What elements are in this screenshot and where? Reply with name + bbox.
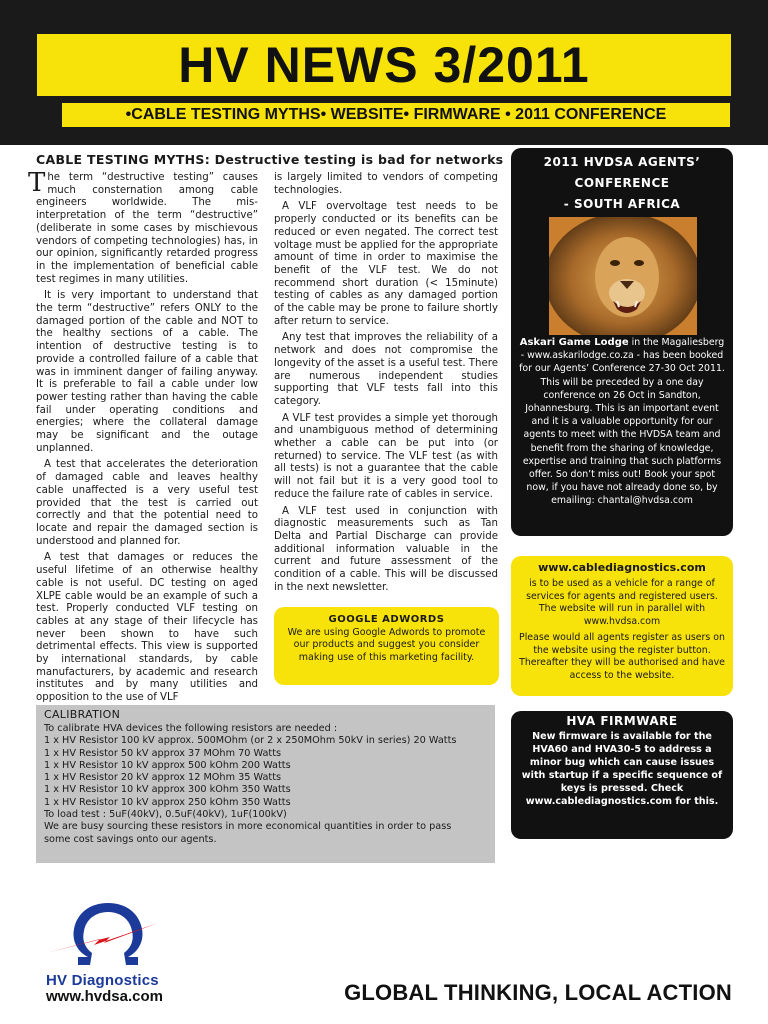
article-paragraph: A test that accelerates the deterioration of damaged cable and leaves healthy cable unaffected is a very useful test provided that the test is carried out correctly and that the potential need to locate and repair the damaged section is understood and planned for. <box>36 459 258 547</box>
article-column-1 <box>28 168 258 709</box>
article-paragraph: A VLF test provides a simple yet thorough and unambiguous method of determining whether a cable can be put into (or returned) to service. The VLF test (as with all tests) is not a guarantee that the cable will not fail but it is a very good tool to reduce the failure rate of cables in service. <box>274 412 498 500</box>
calibration-line: To calibrate HVA devices the following resistors are needed : <box>44 723 338 734</box>
google-adwords-text: We are using Google Adwords to promote our products and suggest you consider making use of this marketing facility. <box>287 627 486 663</box>
google-adwords-box <box>274 607 499 685</box>
calibration-list <box>44 723 489 846</box>
firmware-text: New firmware is available for the HVA60 and HVA30-5 to address a minor bug which can cause issues with startup if a specific sequence of keys is pressed. Check www.cablediagnostics.com for this. <box>521 731 723 807</box>
calibration-line: 1 x HV Resistor 20 kV approx 12 MOhm 35 Watts <box>44 772 282 784</box>
calibration-title: CALIBRATION <box>44 708 121 721</box>
article-paragraph <box>28 168 258 286</box>
website-url[interactable]: www.hvdsa.com <box>46 988 163 1005</box>
calibration-line: 1 x HV Resistor 100 kV approx. 500MOhm (or 2 x 250MOhm 50kV in series) 20 Watts <box>44 735 457 747</box>
article-paragraph: It is very important to understand that the term “destructive” refers ONLY to the damaged portion of the cable and NOT to the healthy sections of a cable. The intention of destructive testing is to provide a controlled failure of a cable that was in imminent danger of failing anyway. It is preferable to fail a cable under low power testing rather than having the cable fail under operating conditions and energies; where the collateral damage may be significant and the outage unplanned. <box>36 290 258 454</box>
drop-cap: T <box>28 168 46 198</box>
website-paragraph: Please would all agents register as users on the website using the register button. Thereafter they will be authorised and have access to the website. <box>519 632 725 681</box>
omega-lightning-logo-icon <box>38 895 178 977</box>
header-banner <box>0 0 768 145</box>
article-paragraph: A VLF test used in conjunction with diagnostic measurements such as Tan Delta and Partial Discharge can provide additional information valuable in the current and future assessment of the condition of a cable. This will be discussed in the next newsletter. <box>274 505 498 593</box>
calibration-line: 1 x HV Resistor 10 kV approx 300 kOhm 350 Watts <box>44 784 291 796</box>
lodge-name: Askari Game Lodge <box>519 337 629 348</box>
article-paragraph: A VLF overvoltage test needs to be properly conducted or its benefits can be reduced or even negated. The correct test voltage must be applied for the appropriate amount of time in order to maximise the benefit of the VLF test. We do not recommend short duration (< 15minute) testing of cables as any damaged portion of the cable may be prone to failure shortly after return to service. <box>274 201 498 327</box>
calibration-box <box>36 705 495 863</box>
conference-title-line: 2011 HVDSA AGENTS’ <box>543 155 701 169</box>
calibration-line: 1 x HV Resistor 10 kV approx 500 kOhm 200 Watts <box>44 759 291 771</box>
google-adwords-title: GOOGLE ADWORDS <box>328 614 445 625</box>
article-column-2 <box>274 172 498 599</box>
conference-box <box>511 148 733 536</box>
conference-details: in the Magaliesberg - www.askarilodge.co.za - has been booked for our Agents’ Conference 27-30 Oct 2011. This will be preceded by a one day conference on 26 Oct in Sandton, Johannesburg. This is an important event and it is a valuable opportunity for our agents to meet with the HVDSA team and benefit from the sharing of knowledge, expertise and training that such platforms offer. So don’t miss out! Book your spot now, if you have not already done so, by emailing: chantal@hvdsa.com <box>519 337 725 507</box>
website-paragraph: is to be used as a vehicle for a range of services for agents and registered users. The website will run in parallel with www.hvdsa.com <box>526 578 718 627</box>
website-box <box>511 556 733 696</box>
firmware-title: HVA FIRMWARE <box>566 714 678 728</box>
firmware-box <box>511 711 733 839</box>
website-link[interactable]: www.cablediagnostics.com <box>538 561 706 574</box>
topics-bar: •CABLE TESTING MYTHS• WEBSITE• FIRMWARE • 2011 CONFERENCE <box>62 103 730 127</box>
conference-title <box>511 152 733 215</box>
newsletter-title: HV NEWS 3/2011 <box>37 34 731 96</box>
calibration-line: To load test : 5uF(40kV), 0.5uF(40kV), 1uF(100kV) <box>44 809 287 821</box>
calibration-line: some cost savings onto our agents. <box>44 833 217 845</box>
calibration-line: 1 x HV Resistor 50 kV approx 37 MOhm 70 Watts <box>44 747 282 759</box>
article-paragraph: A test that damages or reduces the useful lifetime of an otherwise healthy cable is not useful. DC testing on aged XLPE cable would be an example of such a test. Properly conducted VLF testing on cables at any stage of their lifecycle has never been shown to have such detrimental effects. This view is supported by international standards, by cable manufacturers, by academic and research institutes and by many utilities and opposition to the use of VLF <box>36 552 258 704</box>
lion-photo <box>549 217 697 335</box>
conference-title-line: - SOUTH AFRICA <box>563 197 681 211</box>
website-text <box>519 578 725 682</box>
article-paragraph: Any test that improves the reliability of a network and does not compromise the longevity of the asset is a useful test. There are numerous independent studies supporting that VLF tests fall into this category. <box>274 332 498 407</box>
article-title: CABLE TESTING MYTHS: Destructive testing is bad for networks <box>36 152 504 167</box>
paragraph-text: he term “destructive testing” causes much consternation among cable engineers worldwide. The mis-interpretation of the term “destructive” (deliberate in some cases by mischievous vendors of competing technologies) has, in our opinion, significantly retarded progress in the implementation of beneficial cable test regimes in many utilities. <box>36 172 258 285</box>
conference-text <box>517 336 727 508</box>
calibration-line: We are busy sourcing these resistors in more economical quantities in order to pass <box>44 821 452 833</box>
conference-title-line: CONFERENCE <box>574 176 670 190</box>
article-paragraph: is largely limited to vendors of competing technologies. <box>274 172 498 196</box>
brand-name: HV Diagnostics <box>46 972 159 989</box>
calibration-line: 1 x HV Resistor 10 kV approx 250 kOhm 350 Watts <box>44 796 291 808</box>
slogan: GLOBAL THINKING, LOCAL ACTION <box>344 980 732 1005</box>
